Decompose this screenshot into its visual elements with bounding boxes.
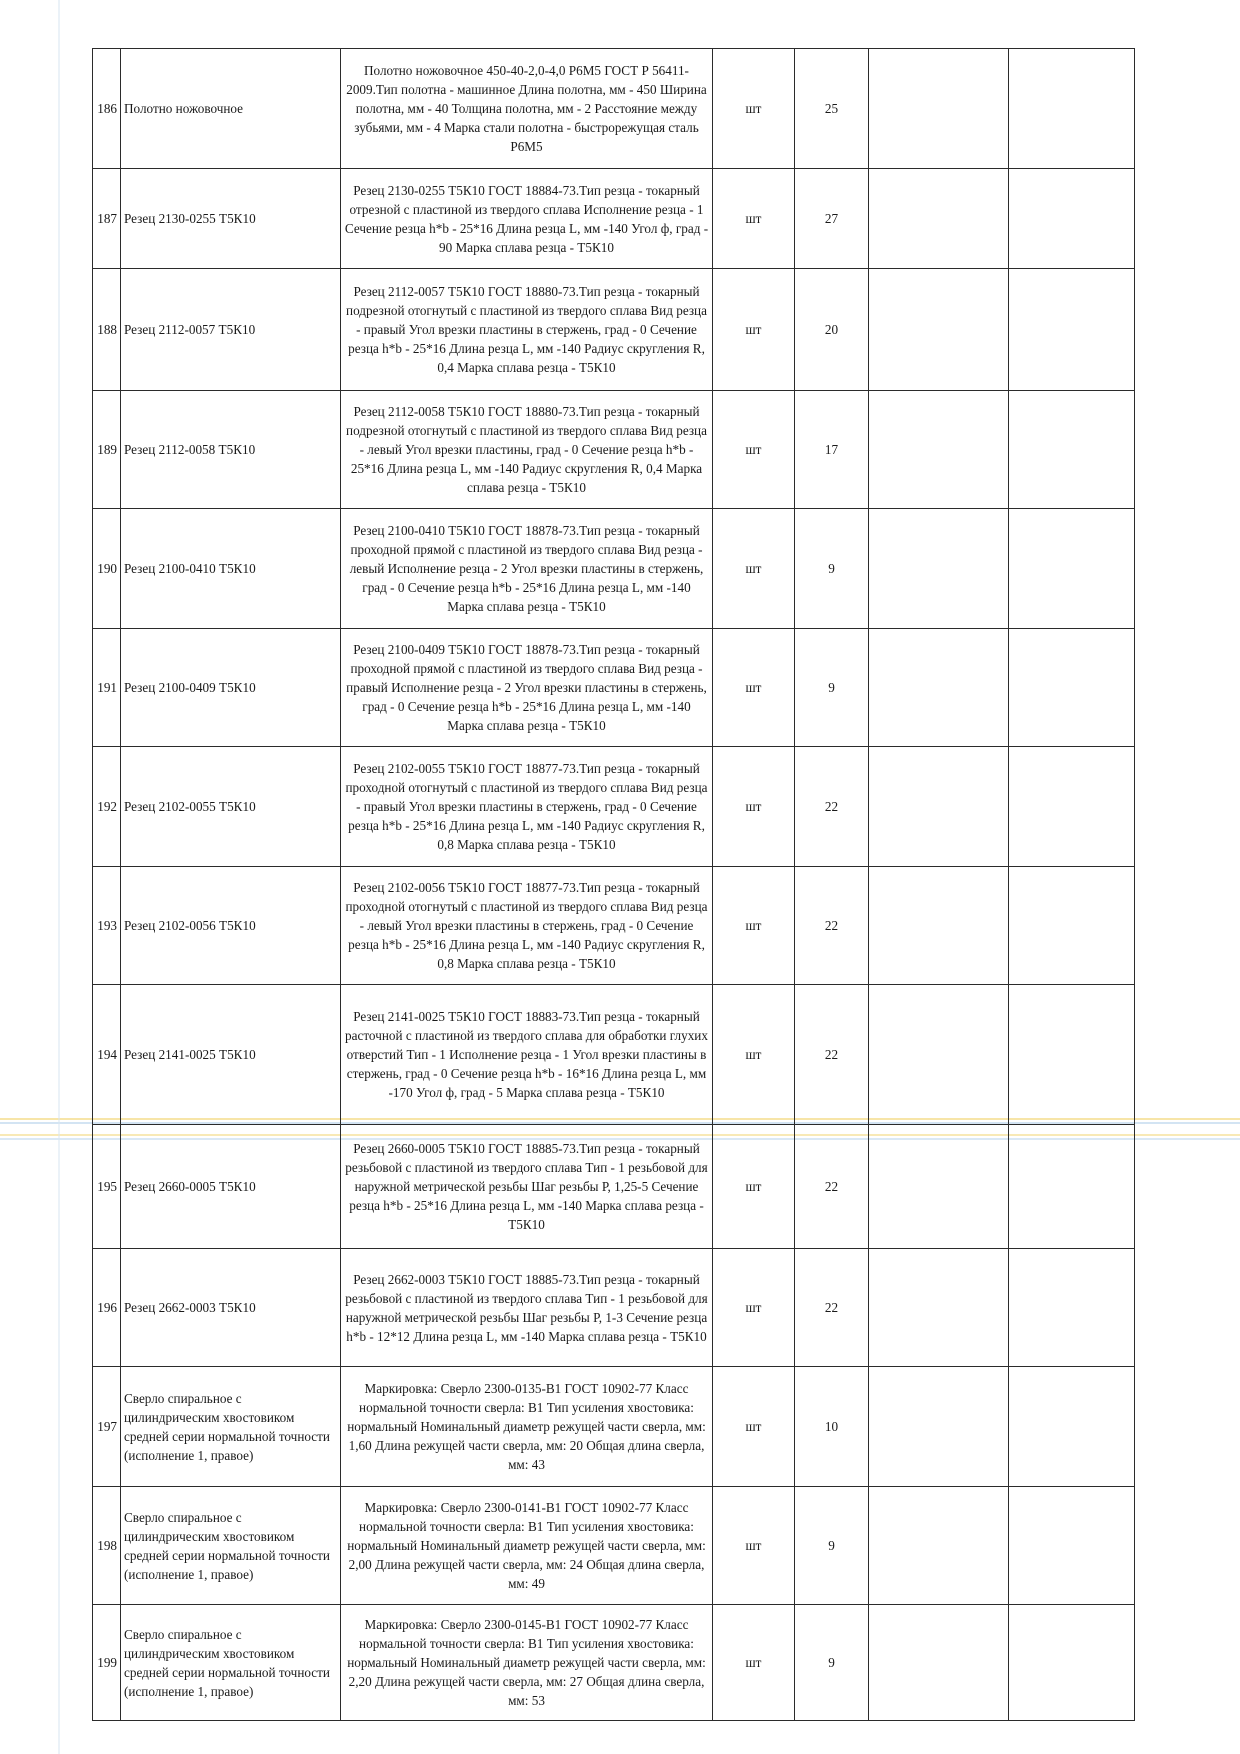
empty-cell: [1009, 269, 1135, 391]
empty-cell: [869, 1249, 1009, 1367]
empty-cell: [869, 1367, 1009, 1487]
empty-cell: [1009, 867, 1135, 985]
item-unit: шт: [713, 269, 795, 391]
empty-cell: [869, 509, 1009, 629]
row-number: 198: [93, 1487, 121, 1605]
item-name: Сверло спиральное с цилиндрическим хвостовиком средней серии нормальной точности (исполнение 1, правое): [121, 1605, 341, 1721]
table-row: [93, 391, 1135, 509]
row-number: 189: [93, 391, 121, 509]
empty-cell: [1009, 1367, 1135, 1487]
empty-cell: [869, 747, 1009, 867]
item-unit: шт: [713, 1367, 795, 1487]
table-row: [93, 509, 1135, 629]
empty-cell: [1009, 1249, 1135, 1367]
row-number: 197: [93, 1367, 121, 1487]
item-name: Полотно ножовочное: [121, 49, 341, 169]
table-row: [93, 1125, 1135, 1249]
item-description: Резец 2112-0057 Т5К10 ГОСТ 18880-73.Тип резца - токарный подрезной отогнутый с пластиной из твердого сплава Вид резца - правый Угол врезки пластины в стержень, град - 0 Сечение резца h*b - 25*16 Длина резца L, мм -140 Радиус скругления R, 0,4 Марка сплава резца - Т5К10: [341, 269, 713, 391]
item-quantity: 9: [795, 509, 869, 629]
item-unit: шт: [713, 867, 795, 985]
empty-cell: [1009, 1487, 1135, 1605]
empty-cell: [869, 169, 1009, 269]
table-row: [93, 867, 1135, 985]
item-quantity: 10: [795, 1367, 869, 1487]
item-description: Полотно ножовочное 450-40-2,0-4,0 Р6М5 ГОСТ Р 56411-2009.Тип полотна - машинное Длина полотна, мм - 450 Ширина полотна, мм - 40 Толщина полотна, мм - 2 Расстояние между зубьями, мм - 4 Марка стали полотна - быстрорежущая сталь Р6М5: [341, 49, 713, 169]
empty-cell: [869, 985, 1009, 1125]
item-quantity: 22: [795, 985, 869, 1125]
item-description: Маркировка: Сверло 2300-0145-В1 ГОСТ 10902-77 Класс нормальной точности сверла: В1 Тип усиления хвостовика: нормальный Номинальный диаметр режущей части сверла, мм: 2,20 Длина режущей части сверла, мм: 27 Общая длина сверла, мм: 53: [341, 1605, 713, 1721]
empty-cell: [869, 391, 1009, 509]
item-quantity: 22: [795, 867, 869, 985]
empty-cell: [1009, 49, 1135, 169]
item-quantity: 9: [795, 629, 869, 747]
item-name: Сверло спиральное с цилиндрическим хвостовиком средней серии нормальной точности (исполнение 1, правое): [121, 1367, 341, 1487]
item-name: Резец 2100-0410 Т5К10: [121, 509, 341, 629]
item-description: Резец 2102-0055 Т5К10 ГОСТ 18877-73.Тип резца - токарный проходной отогнутый с пластиной из твердого сплава Вид резца - правый Угол врезки пластины в стержень, град - 0 Сечение резца h*b - 25*16 Длина резца L, мм -140 Радиус скругления R, 0,8 Марка сплава резца - Т5К10: [341, 747, 713, 867]
table-row: [93, 169, 1135, 269]
item-unit: шт: [713, 747, 795, 867]
empty-cell: [869, 1487, 1009, 1605]
item-description: Резец 2112-0058 Т5К10 ГОСТ 18880-73.Тип резца - токарный подрезной отогнутый с пластиной из твердого сплава Вид резца - левый Угол врезки пластины, град - 0 Сечение резца h*b - 25*16 Длина резца L, мм -140 Радиус скругления R, 0,4 Марка сплава резца - Т5К10: [341, 391, 713, 509]
item-description: Резец 2662-0003 Т5К10 ГОСТ 18885-73.Тип резца - токарный резьбовой с пластиной из твердого сплава Тип - 1 резьбовой для наружной метрической резьбы Шаг резьбы Р, 1-3 Сечение резца h*b - 12*12 Длина резца L, мм -140 Марка сплава резца - Т5К10: [341, 1249, 713, 1367]
table-row: [93, 1367, 1135, 1487]
table-row: [93, 269, 1135, 391]
row-number: 186: [93, 49, 121, 169]
row-number: 194: [93, 985, 121, 1125]
item-unit: шт: [713, 509, 795, 629]
empty-cell: [869, 1605, 1009, 1721]
item-name: Резец 2100-0409 Т5К10: [121, 629, 341, 747]
item-quantity: 22: [795, 747, 869, 867]
row-number: 192: [93, 747, 121, 867]
row-number: 195: [93, 1125, 121, 1249]
empty-cell: [869, 867, 1009, 985]
row-number: 190: [93, 509, 121, 629]
item-description: Резец 2100-0409 Т5К10 ГОСТ 18878-73.Тип резца - токарный проходной прямой с пластиной из твердого сплава Вид резца - правый Исполнение резца - 2 Угол врезки пластины в стержень, град - 0 Сечение резца h*b - 25*16 Длина резца L, мм -140 Марка сплава резца - Т5К10: [341, 629, 713, 747]
specification-table: [92, 48, 1135, 1721]
item-quantity: 25: [795, 49, 869, 169]
row-number: 191: [93, 629, 121, 747]
item-unit: шт: [713, 49, 795, 169]
item-description: Резец 2100-0410 Т5К10 ГОСТ 18878-73.Тип резца - токарный проходной прямой с пластиной из твердого сплава Вид резца - левый Исполнение резца - 2 Угол врезки пластины в стержень, град - 0 Сечение резца h*b - 25*16 Длина резца L, мм -140 Марка сплава резца - Т5К10: [341, 509, 713, 629]
item-name: Резец 2662-0003 Т5К10: [121, 1249, 341, 1367]
item-quantity: 9: [795, 1605, 869, 1721]
empty-cell: [1009, 985, 1135, 1125]
empty-cell: [869, 269, 1009, 391]
item-name: Сверло спиральное с цилиндрическим хвостовиком средней серии нормальной точности (исполнение 1, правое): [121, 1487, 341, 1605]
item-description: Резец 2660-0005 Т5К10 ГОСТ 18885-73.Тип резца - токарный резьбовой с пластиной из твердого сплава Тип - 1 резьбовой для наружной метрической резьбы Шаг резьбы Р, 1,25-5 Сечение резца h*b - 25*16 Длина резца L, мм -140 Марка сплава резца - Т5К10: [341, 1125, 713, 1249]
item-quantity: 22: [795, 1249, 869, 1367]
scan-artifact-line: [58, 0, 60, 1754]
item-name: Резец 2102-0055 Т5К10: [121, 747, 341, 867]
empty-cell: [869, 49, 1009, 169]
item-description: Резец 2130-0255 Т5К10 ГОСТ 18884-73.Тип резца - токарный отрезной с пластиной из твердого сплава Исполнение резца - 1 Сечение резца h*b - 25*16 Длина резца L, мм -140 Угол ф, град - 90 Марка сплава резца - Т5К10: [341, 169, 713, 269]
item-quantity: 20: [795, 269, 869, 391]
item-unit: шт: [713, 1249, 795, 1367]
row-number: 193: [93, 867, 121, 985]
item-name: Резец 2112-0057 Т5К10: [121, 269, 341, 391]
table-row: [93, 49, 1135, 169]
row-number: 187: [93, 169, 121, 269]
item-unit: шт: [713, 1605, 795, 1721]
table-row: [93, 629, 1135, 747]
item-name: Резец 2660-0005 Т5К10: [121, 1125, 341, 1249]
empty-cell: [1009, 1125, 1135, 1249]
item-name: Резец 2141-0025 Т5К10: [121, 985, 341, 1125]
empty-cell: [869, 1125, 1009, 1249]
empty-cell: [1009, 509, 1135, 629]
item-unit: шт: [713, 629, 795, 747]
table-row: [93, 1605, 1135, 1721]
item-name: Резец 2102-0056 Т5К10: [121, 867, 341, 985]
item-description: Резец 2141-0025 Т5К10 ГОСТ 18883-73.Тип резца - токарный расточной с пластиной из твердого сплава для обработки глухих отверстий Тип - 1 Исполнение резца - 1 Угол врезки пластины в стержень, град - 0 Сечение резца h*b - 16*16 Длина резца L, мм -170 Угол ф, град - 5 Марка сплава резца - Т5К10: [341, 985, 713, 1125]
item-unit: шт: [713, 1487, 795, 1605]
item-quantity: 22: [795, 1125, 869, 1249]
empty-cell: [1009, 1605, 1135, 1721]
empty-cell: [1009, 747, 1135, 867]
empty-cell: [1009, 629, 1135, 747]
item-unit: шт: [713, 1125, 795, 1249]
item-quantity: 17: [795, 391, 869, 509]
empty-cell: [1009, 169, 1135, 269]
table-row: [93, 747, 1135, 867]
item-unit: шт: [713, 169, 795, 269]
table-row: [93, 1249, 1135, 1367]
empty-cell: [869, 629, 1009, 747]
item-name: Резец 2112-0058 Т5К10: [121, 391, 341, 509]
table-row: [93, 985, 1135, 1125]
item-unit: шт: [713, 391, 795, 509]
empty-cell: [1009, 391, 1135, 509]
item-description: Маркировка: Сверло 2300-0135-В1 ГОСТ 10902-77 Класс нормальной точности сверла: В1 Тип усиления хвостовика: нормальный Номинальный диаметр режущей части сверла, мм: 1,60 Длина режущей части сверла, мм: 20 Общая длина сверла, мм: 43: [341, 1367, 713, 1487]
row-number: 188: [93, 269, 121, 391]
item-quantity: 27: [795, 169, 869, 269]
item-unit: шт: [713, 985, 795, 1125]
row-number: 196: [93, 1249, 121, 1367]
item-description: Маркировка: Сверло 2300-0141-В1 ГОСТ 10902-77 Класс нормальной точности сверла: В1 Тип усиления хвостовика: нормальный Номинальный диаметр режущей части сверла, мм: 2,00 Длина режущей части сверла, мм: 24 Общая длина сверла, мм: 49: [341, 1487, 713, 1605]
table-row: [93, 1487, 1135, 1605]
row-number: 199: [93, 1605, 121, 1721]
item-name: Резец 2130-0255 Т5К10: [121, 169, 341, 269]
item-quantity: 9: [795, 1487, 869, 1605]
item-description: Резец 2102-0056 Т5К10 ГОСТ 18877-73.Тип резца - токарный проходной отогнутый с пластиной из твердого сплава Вид резца - левый Угол врезки пластины в стержень, град - 0 Сечение резца h*b - 25*16 Длина резца L, мм -140 Радиус скругления R, 0,8 Марка сплава резца - Т5К10: [341, 867, 713, 985]
